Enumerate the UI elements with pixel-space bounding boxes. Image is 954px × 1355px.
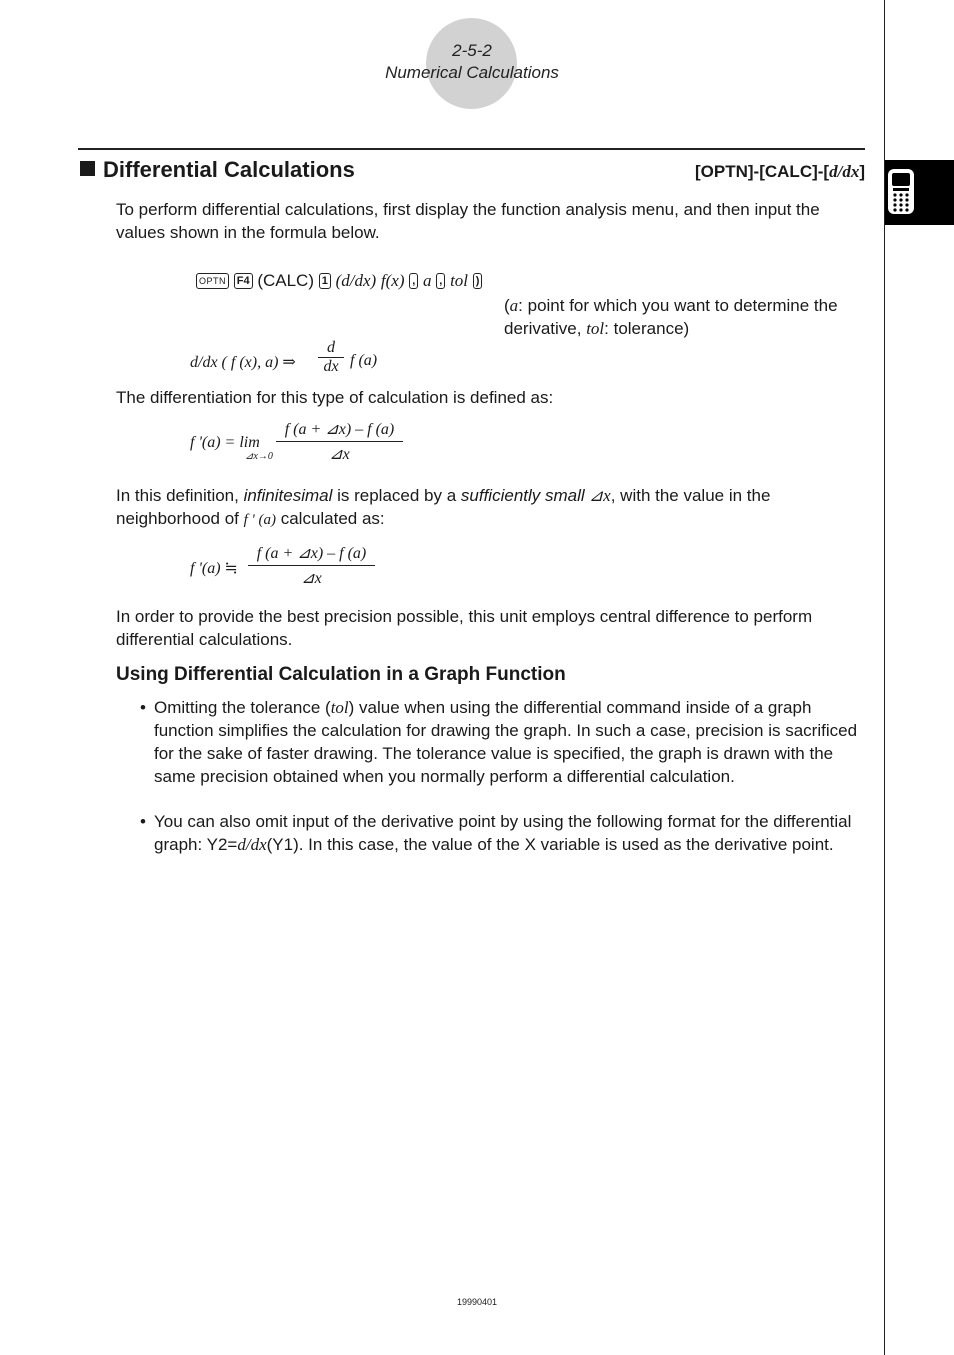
- close-paren-key: ): [473, 273, 483, 289]
- bullet-2-text: [140, 810, 870, 856]
- section-bullet-square: [80, 161, 95, 176]
- formula-1-left: d/dx ( f (x), a) ⇒: [190, 354, 296, 371]
- bullet-1-t1: Omitting the tolerance (: [154, 698, 331, 717]
- bullet-marker: •: [140, 698, 146, 717]
- comma-key-2: ,: [436, 273, 445, 289]
- note-open: (: [504, 296, 510, 315]
- comma-key-1: ,: [409, 273, 418, 289]
- para2-fa: f ' (a): [243, 512, 276, 528]
- formula-3-den: ⊿x: [301, 570, 322, 587]
- key-sequence-suffix: ]: [859, 162, 865, 181]
- formula-3-left: f '(a) ≒: [190, 560, 238, 577]
- intro-paragraph: To perform differential calculations, first display the function analysis menu, and then input the values shown in the formula below.: [116, 200, 820, 242]
- calc-label: (CALC): [257, 271, 314, 290]
- note-tol: tol: [586, 319, 605, 338]
- bullet-item-1: [140, 696, 870, 788]
- para2-t4: calculated as:: [275, 509, 385, 528]
- fx-label: f(x): [380, 271, 405, 290]
- note-a: a: [509, 296, 519, 315]
- formula-2-den: ⊿x: [329, 446, 350, 463]
- formula-1-fraction: [318, 339, 344, 376]
- definition-paragraph: [116, 484, 868, 532]
- section-title: Differential Calculations: [103, 157, 355, 182]
- section-rule: [78, 148, 865, 150]
- f4-key: F4: [234, 273, 253, 289]
- formula-2-fraction: [276, 419, 403, 464]
- para2-t3: , with the value in the neighborhood of: [116, 486, 771, 528]
- formula-2-limit: ⊿x→0: [245, 451, 273, 462]
- para2-t2: is replaced by a: [332, 486, 461, 505]
- formula-1-right: f (a): [350, 352, 378, 369]
- definition-text: The differentiation for this type of calculation is defined as:: [116, 388, 554, 407]
- ddx-label: (d/dx): [335, 271, 377, 290]
- input-note: [504, 294, 870, 340]
- bullet-marker: •: [140, 812, 146, 831]
- tol-label: tol: [450, 271, 469, 290]
- note-text2: : tolerance): [604, 319, 690, 338]
- formula-2-num: f (a + ⊿x) – f (a): [284, 421, 395, 438]
- para2-t1: In this definition,: [116, 486, 244, 505]
- bullet-2-t1: You can also omit input of the derivative point by using the following format for the differential graph: Y2=: [154, 812, 852, 854]
- bullet-1-text: [140, 696, 870, 788]
- para2-dx: ⊿x: [584, 486, 611, 505]
- bullet-1-tol: tol: [330, 698, 349, 717]
- calculator-icon: [885, 160, 954, 225]
- key-sequence-prefix: [OPTN]-[CALC]-[: [695, 162, 830, 181]
- optn-key: OPTN: [196, 273, 229, 289]
- chapter-tab: [885, 160, 954, 225]
- key-sequence-ddx: d/dx: [829, 162, 860, 181]
- formula-3-fraction: [248, 543, 375, 588]
- formula-1-num: d: [327, 339, 335, 356]
- chapter-title: Numerical Calculations: [385, 63, 559, 82]
- precision-paragraph: In order to provide the best precision possible, this unit employs central difference to perform differential calculations.: [116, 607, 813, 649]
- bullet-2-ddx: d/dx: [237, 835, 267, 854]
- key-1: 1: [319, 273, 331, 289]
- para2-infinitesimal: infinitesimal: [243, 486, 333, 505]
- note-text1: : point for which you want to determine the derivative,: [504, 296, 838, 338]
- key-input-line: [196, 271, 482, 291]
- subsection-title: Using Differential Calculation in a Graph Function: [116, 664, 566, 685]
- bullet-1-t2: ) value when using the differential command inside of a graph function simplifies the calculation for drawing the graph. In such a case, precision is sacrificed for the sake of faster drawing. The tolerance value is specified, the graph is drawn with the same precision obtained when you normally perform a differential calculation.: [154, 698, 858, 786]
- formula-1-den: dx: [323, 358, 339, 375]
- key-sequence: [695, 162, 865, 182]
- formula-3-bar: [248, 565, 375, 566]
- bullet-2-t2: (Y1). In this case, the value of the X variable is used as the derivative point.: [266, 835, 834, 854]
- formula-2-left: f '(a) = lim: [190, 434, 260, 451]
- para2-sufficiently-small: sufficiently small: [460, 486, 585, 505]
- a-label: a: [423, 271, 432, 290]
- formula-3-num: f (a + ⊿x) – f (a): [256, 545, 367, 562]
- footer-code: 19990401: [456, 1297, 498, 1307]
- formula-2-bar: [276, 441, 403, 442]
- page-number: 2-5-2: [452, 41, 492, 60]
- bullet-item-2: [140, 810, 870, 856]
